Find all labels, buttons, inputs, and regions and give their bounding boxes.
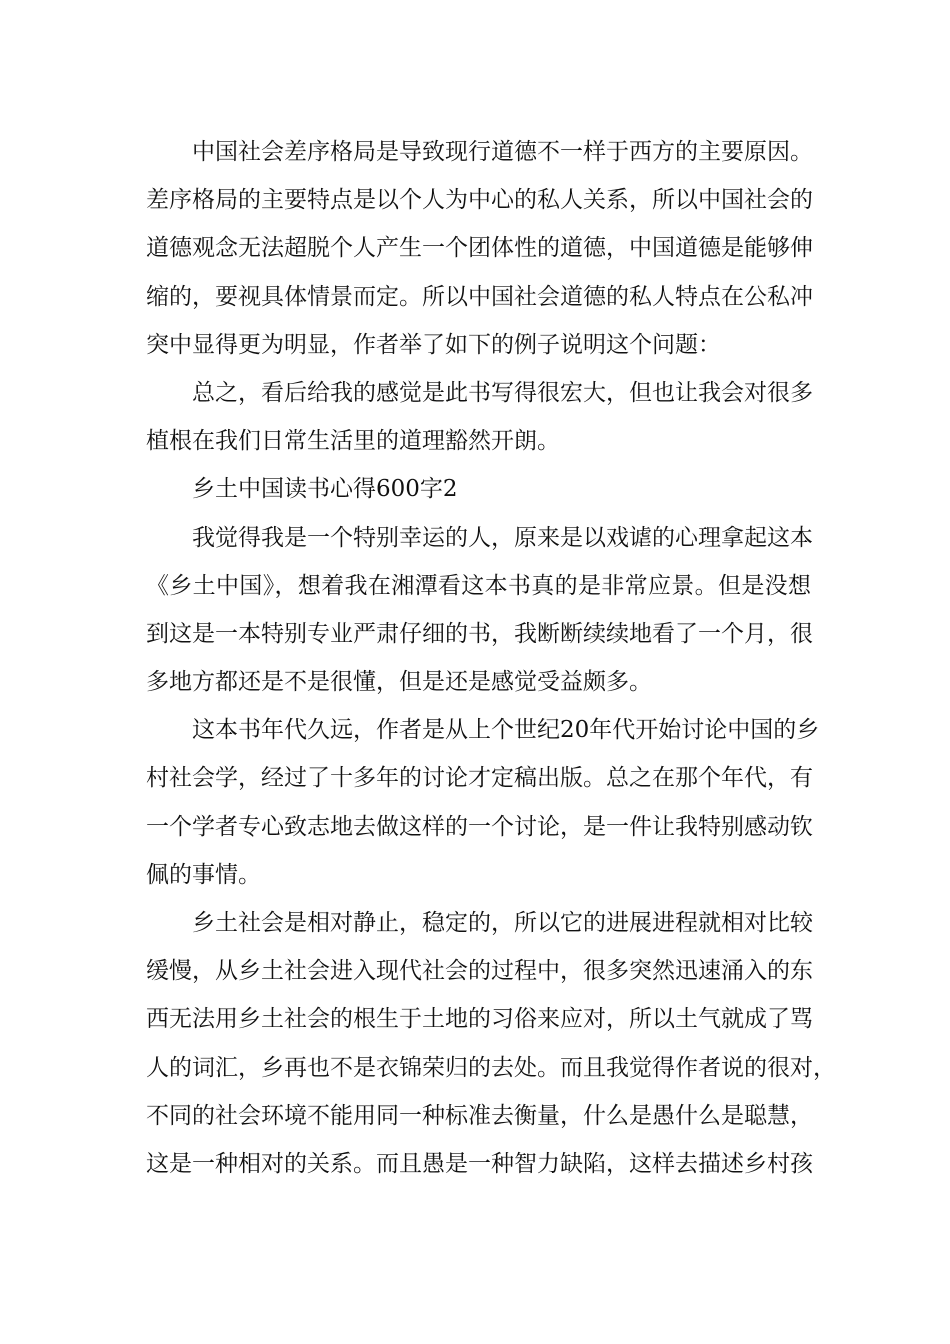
text-line: 一个学者专心致志地去做这样的一个讨论，是一件让我特别感动钦 — [146, 813, 813, 840]
text-line: 佩的事情。 — [146, 861, 261, 888]
text-line: 这本书年代久远，作者是从上个世纪20年代开始讨论中国的乡 — [192, 717, 820, 744]
text-line: 不同的社会环境不能用同一种标准去衡量，什么是愚什么是聪慧， — [146, 1102, 813, 1129]
document-body — [146, 128, 836, 1188]
text-line: 《乡土中国》，想着我在湘潭看这本书真的是非常应景。但是没想 — [146, 572, 811, 599]
text-line: 突中显得更为明显，作者举了如下的例子说明这个问题： — [146, 331, 721, 358]
text-line: 乡土社会是相对静止，稳定的，所以它的进展进程就相对比较 — [192, 910, 813, 936]
text-line: 缩的，要视具体情景而定。所以中国社会道德的私人特点在公私冲 — [146, 283, 813, 310]
text-line: 到这是一本特别专业严肃仔细的书，我断断续续地看了一个月，很 — [146, 620, 813, 647]
text-line: 差序格局的主要特点是以个人为中心的私人关系，所以中国社会的 — [146, 187, 813, 214]
text-line: 多地方都还是不是很懂，但是还是感觉受益颇多。 — [146, 669, 652, 696]
section-heading: 乡土中国读书心得600字2 — [192, 476, 458, 503]
text-line: 植根在我们日常生活里的道理豁然开朗。 — [146, 428, 560, 455]
text-line: 村社会学，经过了十多年的讨论才定稿出版。总之在那个年代，有 — [146, 765, 813, 792]
text-line: 我觉得我是一个特别幸运的人，原来是以戏谑的心理拿起这本 — [192, 524, 813, 551]
text-line: 总之，看后给我的感觉是此书写得很宏大，但也让我会对很多 — [192, 379, 813, 406]
text-line: 人的词汇，乡再也不是衣锦荣归的去处。而且我觉得作者说的很对， — [146, 1054, 836, 1081]
text-line: 中国社会差序格局是导致现行道德不一样于西方的主要原因。 — [192, 139, 813, 165]
text-line: 道德观念无法超脱个人产生一个团体性的道德，中国道德是能够伸 — [146, 235, 813, 262]
text-line: 缓慢，从乡土社会进入现代社会的过程中，很多突然迅速涌入的东 — [146, 958, 813, 985]
text-line: 西无法用乡土社会的根生于土地的习俗来应对，所以土气就成了骂 — [146, 1006, 813, 1033]
text-line: 这是一种相对的关系。而且愚是一种智力缺陷，这样去描述乡村孩 — [146, 1150, 813, 1177]
